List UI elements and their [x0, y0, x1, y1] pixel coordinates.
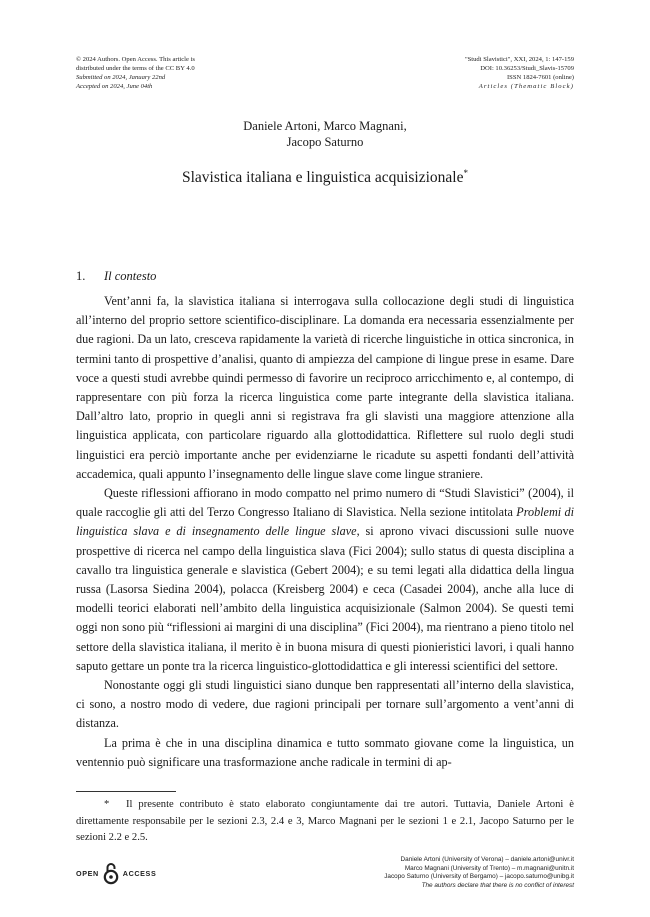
footnote-mark: * [104, 799, 110, 810]
body-text [76, 292, 574, 772]
issn: ISSN 1824-7601 (online) [506, 74, 574, 81]
author-credits [384, 856, 574, 890]
section-title-italic: Problemi di linguistica slava e di insegnamento delle lingue slave [76, 505, 574, 539]
open-access-word: OPEN [76, 868, 99, 878]
credit-line[interactable]: Daniele Artoni (University of Verona) – daniele.artoni@univr.it [400, 856, 574, 863]
credit-line[interactable]: Jacopo Saturno (University of Bergamo) – jacopo.saturno@unibg.it [384, 873, 574, 880]
paragraph-1: Vent’anni fa, la slavistica italiana si interrogava sulla collocazione degli studi di linguistica all’interno del proprio settore scientifico-disciplinare. La domanda era necessaria essenzialmente per due ragioni. Da un lato, cresceva rapidamente la varietà di ricerche linguistiche in ottica sincronica, in termini tanto di prospettive d’analisi, quanto di ampiezza del campione di lingue prese in esame. Dare voce a questi studi avrebbe quindi permesso di favorire un reciproco arricchimento e, al contempo, di rappresentare con più forza la ricerca linguistica come parte integrante della slavistica italiana. Dall’altro lato, proprio in quegli anni si registrava fra gli slavisti una maggiore attenzione alla linguistica applicata, con particolare riguardo alla glottodidattica. Riflettere sul ruolo degli studi linguistici era perciò importante anche per evidenziarne le ricadute su aspetti fondanti dell’attività accademica, quali appunto l’insegnamento delle lingue slave come lingue straniere. [76, 294, 574, 481]
credit-line[interactable]: Marco Magnani (University of Trento) – m.magnani@unitn.it [404, 864, 574, 872]
doi[interactable]: DOI: 10.36253/Studi_Slavis-15709 [480, 65, 574, 72]
submitted-date: Submitted on 2024, January 22nd [76, 74, 166, 81]
license-block [76, 55, 195, 91]
title-footnote-mark[interactable]: * [463, 168, 468, 178]
paragraph-3: Nonostante oggi gli studi linguistici siano dunque ben rappresentati all’interno della slavistica, ci sono, a nostro modo di vedere, due ragioni principali per tornare sull’argomento a vent’anni di distanza. [76, 678, 574, 731]
license-line: distributed under the terms of the CC BY 4.0 [76, 65, 195, 72]
access-word: ACCESS [122, 868, 157, 878]
section-heading [76, 269, 156, 284]
title-text: Slavistica italiana e linguistica acquisizionale [182, 169, 464, 187]
footnote-divider [76, 791, 176, 792]
authors-line-1: Daniele Artoni, Marco Magnani, [243, 119, 407, 133]
paragraph-2-part-b: , si aprono vivaci discussioni sulle nuove prospettive di ricerca nel campo della linguistica slava (Fici 2004); sullo status di questa disciplina a cavallo tra linguistica generale e slavistica (Gebert 2004); e su temi legati alla didattica della lingua russa (Lasorsa Siedina 2004), polacca (Kreisberg 2004) e ceca (Casadei 2004), anche alla luce di modelli teorici elaborati nell’ambito della linguistica acquisizionale (Salmon 2004). Se questi temi oggi non sono più “riflessioni ai margini di una disciplina” (Fici 2004), ma rientrano a pieno titolo nel settore della slavistica italiana, il merito è in buona misura di questi pionieristici lavori, i quali hanno saputo gettare un ponte tra la ricerca linguistico-glottodidattica e gli interessi scientifici del settore. [76, 524, 574, 673]
article-type: Articles (Thematic Block) [478, 83, 574, 90]
accepted-date: Accepted on 2024, June 04th [76, 83, 153, 90]
paragraph-2-part-a: Queste riflessioni affiorano in modo compatto nel primo numero di “Studi Slavistici” (2004), il quale raccoglie gli atti del Terzo Congresso Italiano di Slavistica. Nella sezione intitolata [76, 486, 574, 520]
footnote-text: Il presente contributo è stato elaborato congiuntamente dai tre autori. Tuttavia, Daniele Artoni è direttamente responsabile per le sezioni 2.3, 2.4 e 3, Marco Magnani per le sezioni 1 e 2.1, Jacopo Saturno per le sezioni 2.2 e 2.5. [76, 799, 574, 843]
open-access-logo [76, 860, 156, 886]
journal-citation: "Studi Slavistici", XXI, 2024, 1: 147-159 [464, 56, 574, 63]
paragraph-2 [76, 484, 574, 676]
authors-line-2: Jacopo Saturno [286, 135, 364, 149]
paragraph-4: La prima è che in una disciplina dinamica e tutto sommato giovane come la linguistica, un ventennio può significare una trasformazione anche radicale in termini di ap- [76, 735, 574, 769]
journal-info [465, 55, 574, 91]
section-number: 1. [76, 269, 86, 283]
open-lock-icon [103, 861, 119, 885]
section-name: Il contesto [104, 269, 157, 283]
license-line: © 2024 Authors. Open Access. This article is [76, 56, 195, 63]
conflict-statement: The authors declare that there is no conflict of interest [421, 881, 574, 889]
paper-title [0, 168, 650, 187]
footnote [76, 797, 574, 847]
author-list [0, 118, 650, 150]
